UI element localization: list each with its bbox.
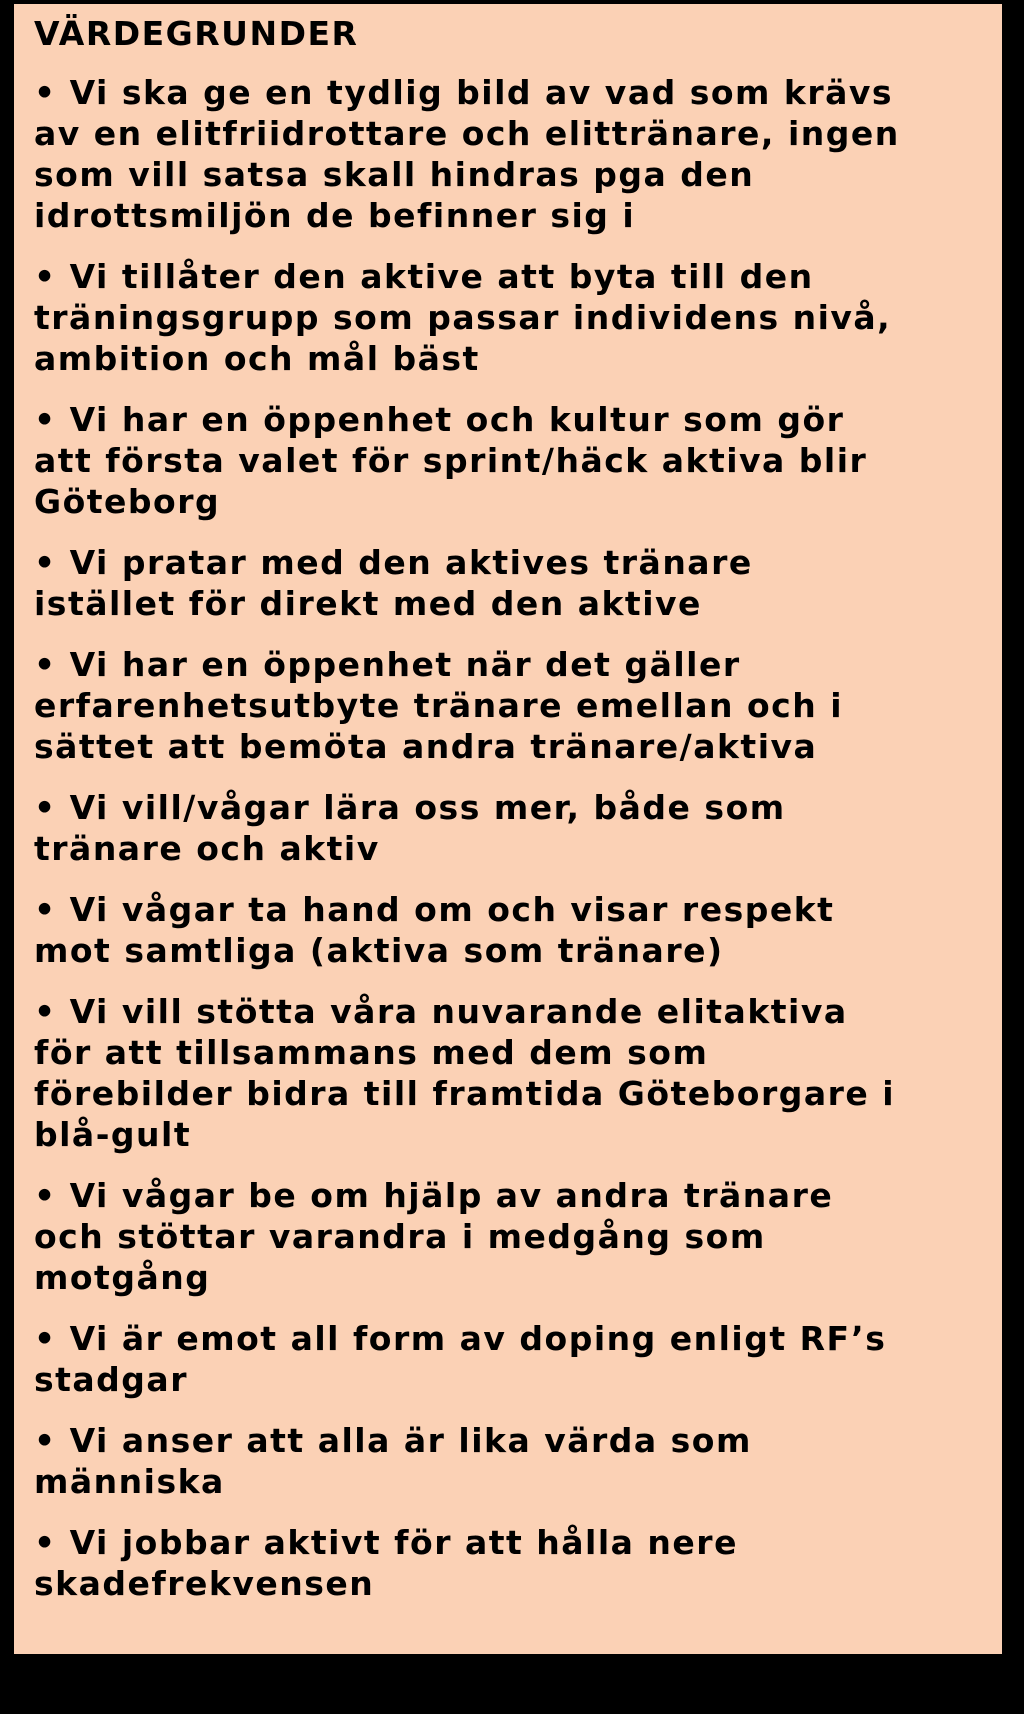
list-item-line: förebilder bidra till framtida Göteborgare i (34, 1074, 896, 1113)
list-item-line: • Vi har en öppenhet och kultur som gör (34, 400, 845, 439)
list-item-line: • Vi jobbar aktivt för att hålla nere (34, 1523, 738, 1562)
list-item-line: och stöttar varandra i medgång som (34, 1217, 766, 1256)
list-item-line: Göteborg (34, 482, 221, 521)
list-item-line: • Vi vågar be om hjälp av andra tränare (34, 1176, 834, 1215)
list-item-line: erfarenhetsutbyte tränare emellan och i (34, 686, 844, 725)
list-item (34, 991, 982, 1155)
list-item-line: skadefrekvensen (34, 1564, 375, 1603)
values-panel (14, 4, 1002, 1654)
list-item-line: idrottsmiljön de befinner sig i (34, 196, 636, 235)
list-item-line: • Vi vill/vågar lära oss mer, både som (34, 788, 786, 827)
list-item-line: motgång (34, 1258, 211, 1297)
list-item-line: träningsgrupp som passar individens nivå, (34, 298, 892, 337)
document-heading: VÄRDEGRUNDER (34, 14, 359, 53)
list-item-line: • Vi tillåter den aktive att byta till den (34, 257, 814, 296)
list-item (34, 72, 982, 236)
list-item-line: • Vi har en öppenhet när det gäller (34, 645, 741, 684)
values-list (34, 72, 982, 1604)
list-item-line: • Vi är emot all form av doping enligt RF’s (34, 1319, 887, 1358)
list-item-line: blå-gult (34, 1115, 192, 1154)
list-item (34, 787, 982, 869)
list-item-line: sättet att bemöta andra tränare/aktiva (34, 727, 818, 766)
list-item (34, 889, 982, 971)
list-item-line: av en elitfriidrottare och elittränare, ingen (34, 114, 900, 153)
list-item (34, 1420, 982, 1502)
list-item (34, 644, 982, 767)
list-item-line: tränare och aktiv (34, 829, 380, 868)
list-item (34, 1522, 982, 1604)
list-item-line: för att tillsammans med dem som (34, 1033, 709, 1072)
list-item (34, 399, 982, 522)
list-item (34, 542, 982, 624)
list-item-line: stadgar (34, 1360, 188, 1399)
list-item-line: att första valet för sprint/häck aktiva blir (34, 441, 868, 480)
list-item (34, 256, 982, 379)
list-item-line: • Vi vill stötta våra nuvarande elitaktiva (34, 992, 848, 1031)
list-item (34, 1318, 982, 1400)
list-item-line: människa (34, 1462, 225, 1501)
list-item-line: som vill satsa skall hindras pga den (34, 155, 755, 194)
list-item-line: • Vi vågar ta hand om och visar respekt (34, 890, 835, 929)
list-item-line: • Vi ska ge en tydlig bild av vad som krävs (34, 73, 894, 112)
list-item-line: ambition och mål bäst (34, 339, 480, 378)
list-item-line: • Vi anser att alla är lika värda som (34, 1421, 752, 1460)
list-item-line: istället för direkt med den aktive (34, 584, 702, 623)
list-item-line: mot samtliga (aktiva som tränare) (34, 931, 724, 970)
list-item (34, 1175, 982, 1298)
list-item-line: • Vi pratar med den aktives tränare (34, 543, 753, 582)
